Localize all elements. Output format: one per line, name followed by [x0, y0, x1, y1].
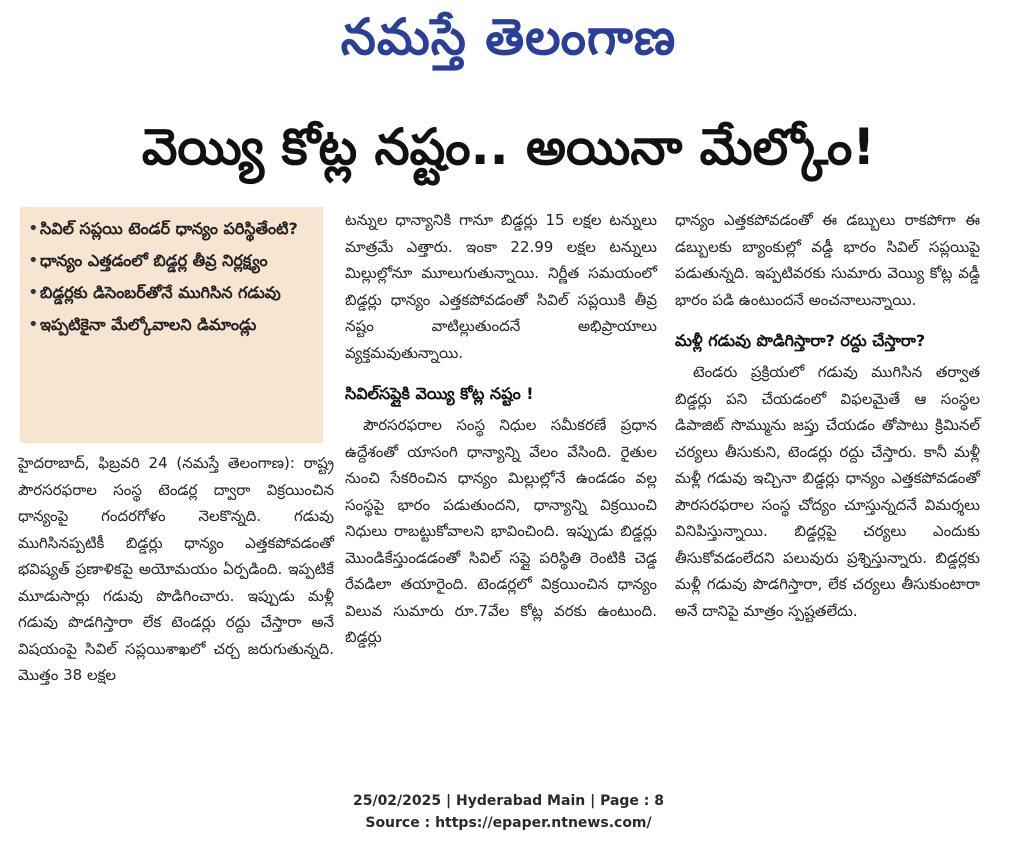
article-paragraph: హైదరాబాద్, ఫిబ్రవరి 24 (నమస్తే తెలంగాణ): రాష్ట్ర పౌరసరఫరాల సంస్థ టెండర్ల ద్వారా విక్రయించిన ధాన్యంపై గందరగోళం నెలకొన్నది. గడువు ముగిసినప్పటికీ బిడ్డర్లు ధాన్యం ఎత్తకపోవడంతో భవిష్యత్ ప్రణాళికపై అయోమయం ఏర్పడింది. ఇప్పటికే మూడుసార్లు గడువు పొడిగించారు. ఇప్పుడు మళ్లీ గడువు పొడగిస్తారా లేక టెండర్లు రద్దు చేస్తారా అనే విషయంపై సివిల్ సప్లయిశాఖలో చర్చ జరుగుతున్నది. మొత్తం 38 లక్షల	[18, 454, 334, 684]
bullet-icon: •	[28, 282, 39, 303]
bullet-icon: •	[28, 314, 39, 335]
article-paragraph: టన్నుల ధాన్యానికి గానూ బిడ్డర్లు 15 లక్షల టన్నులు మాత్రమే ఎత్తారు. ఇంకా 22.99 లక్షల టన్నులు మిల్లుల్లోనూ మూలుగుతున్నాయి. నిర్ణీత సమయంలో బిడ్డర్లు ధాన్యం ఎత్తకపోవడంతో సివిల్ సప్లయికి తీవ్ర నష్టం వాటిల్లుతుందనే అభిప్రాయాలు వ్యక్తమవుతున్నాయి.	[345, 211, 657, 362]
footer-source-line: Source : https://epaper.ntnews.com/	[365, 815, 652, 831]
footer-date-line: 25/02/2025 | Hyderabad Main | Page : 8	[352, 793, 665, 809]
article-paragraph: పౌరసరఫరాల సంస్థ నిధుల సమీకరణే ప్రధాన ఉద్దేశంతో యాసంగి ధాన్యాన్ని వేలం వేసింది. రైతుల నుంచి సేకరించిన ధాన్యం మిల్లుల్లోనే ఉండడం వల్ల సంస్థపై భారం పడుతుందని, ధాన్యాన్ని విక్రయించి నిధులు రాబట్టుకోవాలని భావించింది. ఇప్పుడు బిడ్డర్లు మొండికేస్తుండడంతో సివిల్ సప్లై పరిస్థితి రెంటికి చెడ్డ రేవడిలా తయారైంది. టెండర్లలో విక్రయించిన ధాన్యం విలువ సుమారు రూ.7వేల కోట్ల వరకు ఉంటుంది. బిడ్డర్లు	[345, 416, 657, 646]
section-subheading: మళ్లీ గడువు పొడిగిస్తారా? రద్దు చేస్తారా?	[675, 331, 926, 350]
bullet-icon: •	[28, 250, 39, 271]
bullet-icon: •	[28, 218, 39, 239]
highlight-text: ధాన్యం ఎత్తడంలో బిడ్డర్ల తీవ్ర నిర్లక్ష్యం	[40, 251, 268, 270]
article-column-1	[18, 450, 334, 689]
highlight-text: ఇప్పటికైనా మేల్కోవాలని డిమాండ్లు	[40, 315, 257, 334]
article-paragraph: టెండరు ప్రక్రియలో గడువు ముగిసిన తర్వాత బిడ్డర్లు పని చేయడంలో విఫలమైతే ఆ సంస్థల డిపాజిట్ సొమ్మును జప్తు చేయడం తోపాటు క్రిమినల్ చర్యలు తీసుకుని, టెండర్లు రద్దు చేస్తారు. కానీ మళ్లీ మళ్లీ గడువు ఇచ్చినా బిడ్డర్లు ధాన్యం ఎత్తకపోవడంతో పౌరసరఫరాల సంస్థ చోద్యం చూస్తున్నదనే విమర్శలు వినిపిస్తున్నాయి. బిడ్డర్లపై చర్యలు ఎందుకు తీసుకోవడంలేదని పలువురు ప్రశ్నిస్తున్నారు. బిడ్డర్లకు మళ్లీ గడువు పొడగిస్తారా, లేక చర్యలు తీసుకుంటారా అనే దానిపై మాత్రం స్పష్టతలేదు.	[675, 363, 980, 620]
highlight-text: బిడ్డర్లకు డిసెంబర్‌తోనే ముగిసిన గడువు	[40, 283, 281, 302]
section-subheading: సివిల్‌సప్లైకి వెయ్యి కోట్ల నష్టం !	[345, 384, 534, 403]
article-column-2	[345, 207, 657, 651]
highlight-text: సివిల్ సప్లయి టెండర్ ధాన్యం పరిస్థితేంటి?	[40, 219, 298, 238]
page-footer	[0, 790, 1017, 834]
highlight-item	[28, 215, 317, 242]
article-column-3	[675, 207, 980, 624]
highlight-item	[28, 247, 317, 274]
highlights-box	[20, 207, 323, 443]
masthead-logo: నమస్తే తెలంగాణ	[340, 8, 677, 66]
headline: వెయ్యి కోట్ల నష్టం.. అయినా మేల్కోం!	[141, 118, 876, 176]
article-paragraph: ధాన్యం ఎత్తకపోవడంతో ఈ డబ్బులు రాకపోగా ఈ డబ్బులకు బ్యాంకుల్లో వడ్డీ భారం సివిల్ సప్లయిపై పడుతున్నది. ఇప్పటివరకు సుమారు వెయ్యి కోట్ల వడ్డీ భారం పడి ఉంటుందనే అంచనాలున్నాయి.	[675, 211, 980, 309]
highlight-item	[28, 279, 317, 306]
highlight-item	[28, 311, 317, 338]
